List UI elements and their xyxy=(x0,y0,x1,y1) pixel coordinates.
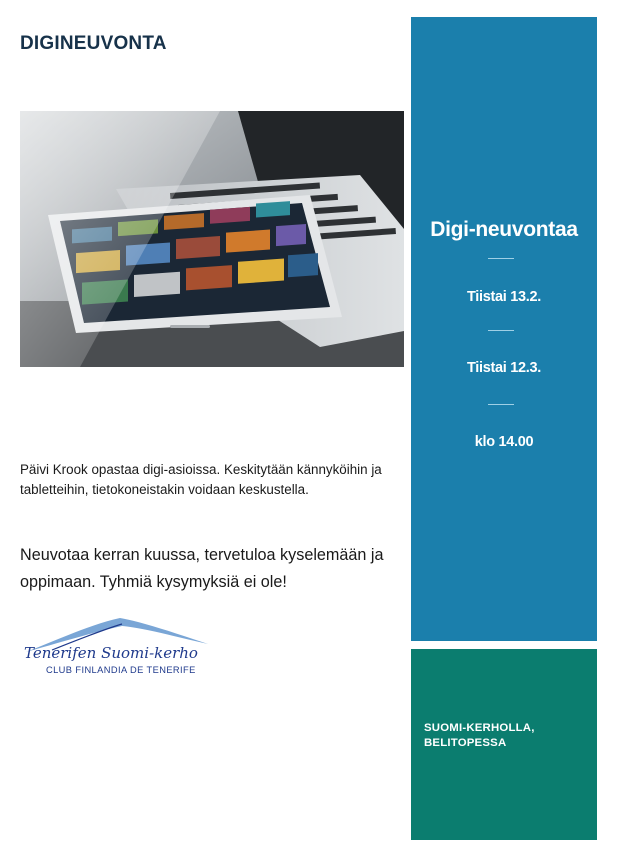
photo-illustration xyxy=(20,111,404,367)
intro-text: Päivi Krook opastaa digi-asioissa. Keskitytään kännyköihin ja tabletteihin, tietokoneistakin voidaan keskustella. xyxy=(20,462,382,497)
event-time: klo 14.00 xyxy=(474,434,534,450)
sidebar-heading: Digi-neuvontaa xyxy=(430,218,578,241)
logo-subtitle: CLUB FINLANDIA DE TENERIFE xyxy=(46,665,196,675)
separator xyxy=(488,330,514,331)
event-date-1: Tiistai 13.2. xyxy=(466,289,542,305)
tablet-laptop-photo xyxy=(20,111,404,367)
separator xyxy=(488,258,514,259)
location-text: SUOMI-KERHOLLA, BELITOPESSA xyxy=(424,722,535,749)
location-panel xyxy=(411,649,597,840)
logo-script-text: Tenerifen Suomi-kerho xyxy=(24,644,198,662)
event-date-2: Tiistai 12.3. xyxy=(466,360,542,376)
separator xyxy=(488,404,514,405)
event-sidebar xyxy=(411,17,597,641)
page-title: DIGINEUVONTA xyxy=(20,33,167,54)
welcome-text: Neuvotaa kerran kuussa, tervetuloa kyselemään ja oppimaan. Tyhmiä kysymyksiä ei ole! xyxy=(20,546,384,591)
club-logo xyxy=(22,614,214,686)
